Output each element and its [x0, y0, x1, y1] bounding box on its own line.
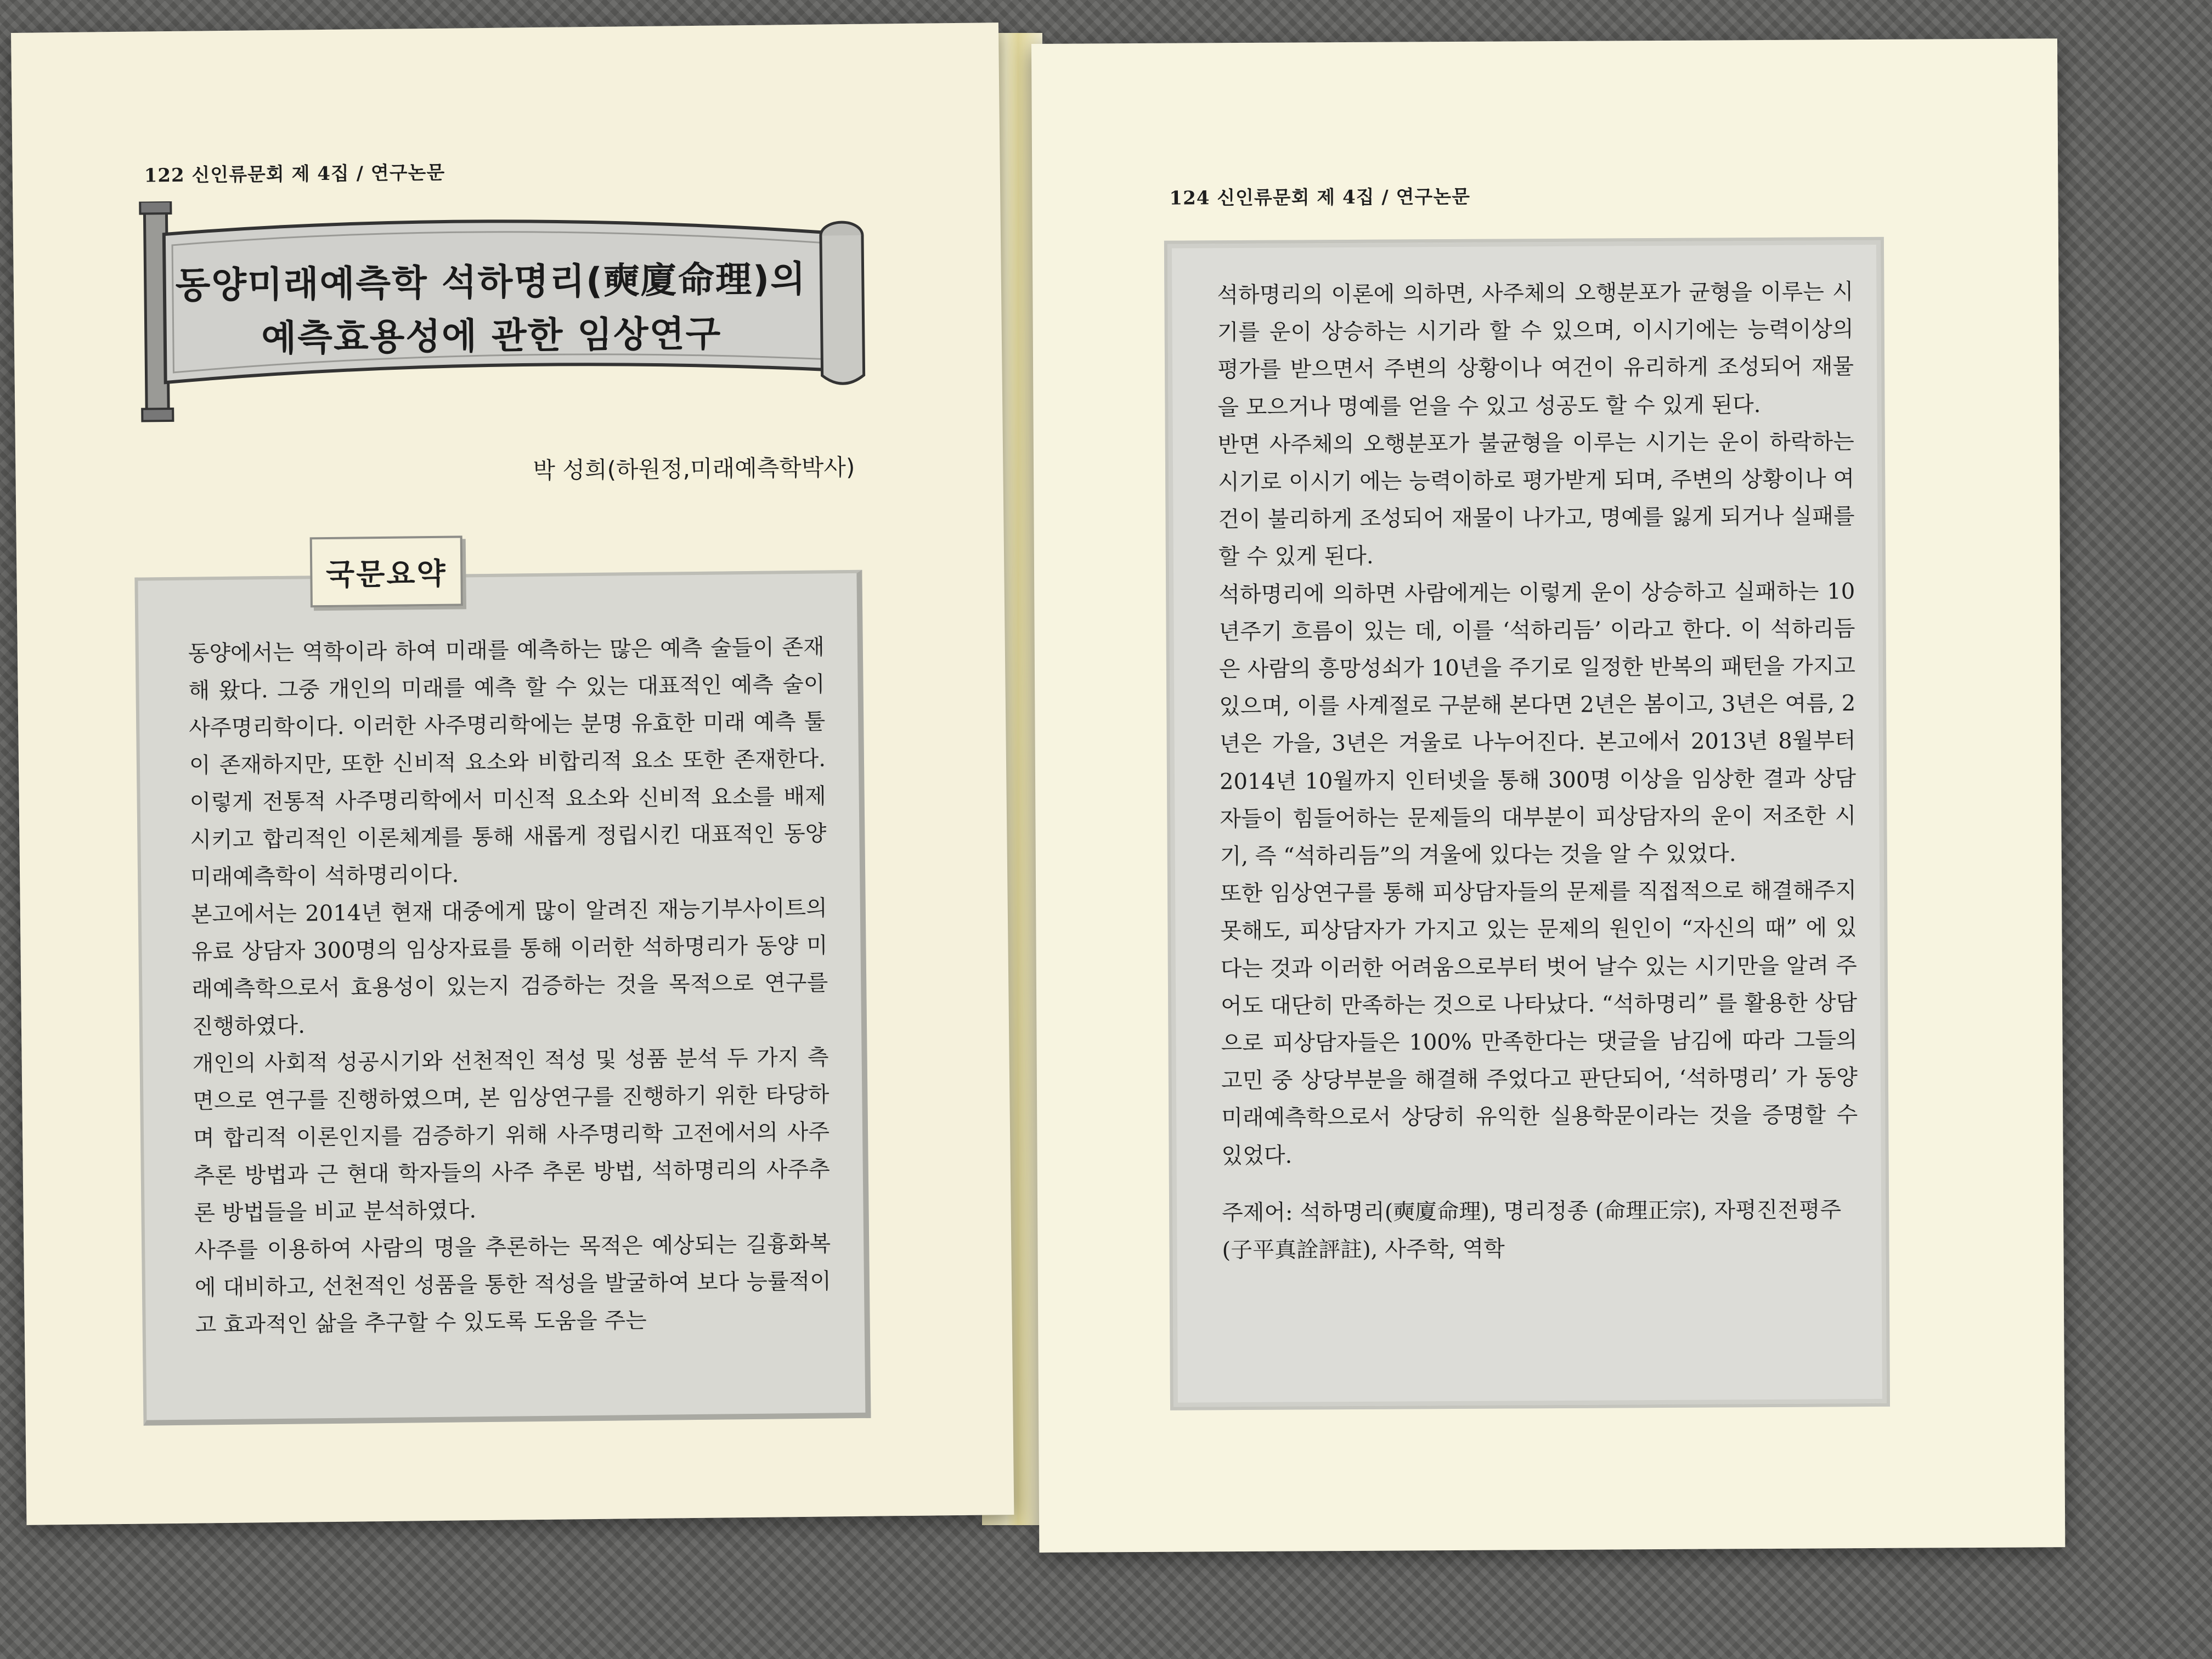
abstract-continuation-text	[1217, 273, 1858, 1269]
right-running-head: 124 신인류문회 제 4집 / 연구논문	[1169, 185, 1471, 210]
abstract-label: 국문요약	[310, 535, 463, 607]
left-page	[11, 22, 1014, 1525]
abstract-box	[134, 570, 871, 1426]
body-paragraph: 또한 임상연구를 통해 피상담자들의 문제를 직접적으로 해결해주지 못해도, 피상담자가 가지고 있는 문제의 원인이 “자신의 때” 에 있다는 것과 이러한 어려움으로부터 벗어 날수 있는 시기만을 알려 주어도 대단히 만족하는 것으로 나타났다. “석하명리” 를 활용한 상담으로 피상담자들은 100% 만족한다는 댓글을 남김에 따라 그들의 고민 중 상당부분을 해결해 주었다고 판단되어, ‘석하명리’ 가 동양 미래예측학으로서 상당히 유익한 실용학문이라는 것을 증명할 수 있었다.	[1220, 878, 1858, 1169]
abstract-paragraph: 개인의 사회적 성공시기와 선천적인 적성 및 성품 분석 두 가지 측면으로 연구를 진행하였으며, 본 임상연구를 진행하기 위한 타당하며 합리적 이론인지를 검증하기 위해 사주명리학 고전에서의 사주추론 방법과 근 현대 학자들의 사주 추론 방법, 석하명리의 사주추론 방법들을 비교 분석하였다.	[192, 1045, 831, 1226]
abstract-text	[188, 629, 832, 1344]
right-page	[1031, 38, 2065, 1553]
title-line-1: 동양미래예측학 석하명리(奭廈命理)의	[175, 257, 807, 307]
body-paragraph: 석하명리의 이론에 의하면, 사주체의 오행분포가 균형을 이루는 시기를 운이 상승하는 시기라 할 수 있으며, 이시기에는 능력이상의 평가를 받으면서 주변의 상황이나 여건이 유리하게 조성되어 재물을 모으거나 명예를 얻을 수 있고 성공도 할 수 있게 된다.	[1217, 279, 1854, 420]
title-line-2: 예측효용성에 관한 임상연구	[261, 312, 722, 360]
abstract-paragraph: 사주를 이용하여 사람의 명을 추론하는 목적은 예상되는 길흉화복에 대비하고, 선천적인 성품을 통한 적성을 발굴하여 보다 능률적이고 효과적인 삶을 추구할 수 있도록 도움을 주는	[194, 1231, 832, 1338]
keywords-line: 주제어: 석하명리(奭廈命理), 명리정종 (命理正宗), 자평진전평주(子平真詮評註), 사주학, 역학	[1222, 1197, 1842, 1263]
abstract-paragraph: 본고에서는 2014년 현재 대중에게 많이 알려진 재능기부사이트의 유료 상담자 300명의 임상자료를 통해 이러한 석하명리가 동양 미래예측학으로서 효용성이 있는지 검증하는 것을 목적으로 연구를 진행하였다.	[190, 895, 828, 1040]
left-running-head: 122 신인류문회 제 4집 / 연구논문	[144, 161, 445, 187]
abstract-paragraph: 동양에서는 역학이라 하여 미래를 예측하는 많은 예측 술들이 존재해 왔다. 그중 개인의 미래를 예측 할 수 있는 대표적인 예측 술이 사주명리학이다. 이러한 사주명리학에는 분명 유효한 미래 예측 툴이 존재하지만, 또한 신비적 요소와 비합리적 요소 또한 존재한다. 이렇게 전통적 사주명리학에서 미신적 요소와 신비적 요소를 배제시키고 합리적인 이론체계를 통해 새롭게 정립시킨 대표적인 동양 미래예측학이 석하명리이다.	[188, 634, 827, 890]
body-paragraph: 석하명리에 의하면 사람에게는 이렇게 운이 상승하고 실패하는 10년주기 흐름이 있는 데, 이를 ‘석하리듬’ 이라고 한다. 이 석하리듬은 사람의 흥망성쇠가 10년을 주기로 일정한 반복의 패턴을 가지고 있으며, 이를 사계절로 구분해 본다면 2년은 봄이고, 3년은 여름, 2년은 가을, 3년은 겨울로 나누어진다. 본고에서 2013년 8월부터 2014년 10월까지 인터넷을 통해 300명 이상을 임상한 결과 상담자들이 힘들어하는 문제들의 대부분이 피상담자의 운이 저조한 시기, 즉 “석하리듬”의 겨울에 있다는 것을 알 수 있었다.	[1218, 578, 1857, 870]
keywords-section	[1222, 1191, 1859, 1269]
abstract-continuation-box	[1164, 237, 1890, 1410]
body-paragraph: 반면 사주체의 오행분포가 불균형을 이루는 시기는 운이 하락하는 시기로 이시기 에는 능력이하로 평가받게 되며, 주변의 상황이나 여건이 불리하게 조성되어 재물이 나가고, 명예를 잃게 되거나 실패를 할 수 있게 된다.	[1217, 428, 1855, 570]
author-line: 박 성희(하원정,미래예측학박사)	[533, 453, 855, 484]
title-scroll-banner	[133, 194, 871, 427]
